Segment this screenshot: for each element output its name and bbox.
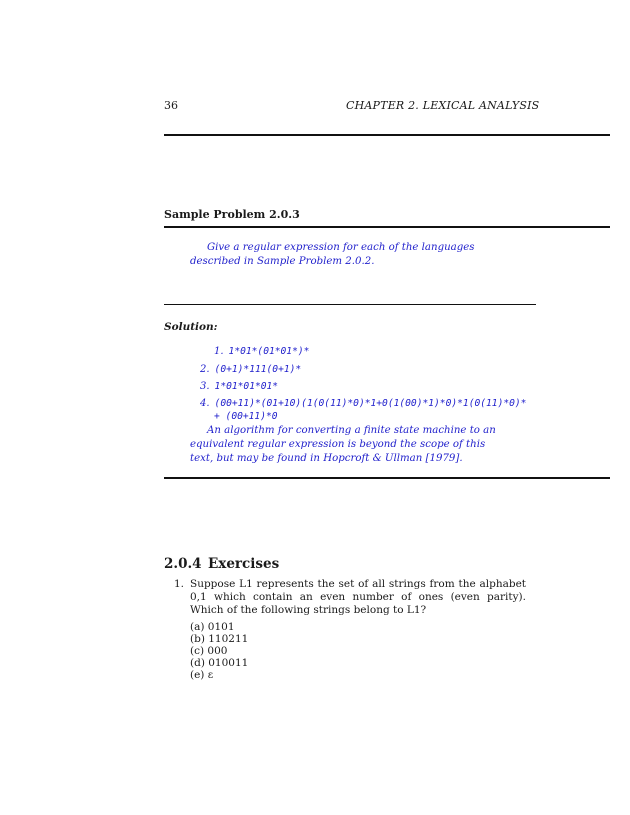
exercise-option: (c) 000 <box>190 645 228 657</box>
page-number: 36 <box>164 99 178 112</box>
answer-number: 3. <box>200 381 210 392</box>
exercise-option: (e) ε <box>190 669 214 681</box>
section-number: 2.0.4 <box>164 556 202 572</box>
sample-problem-title: Sample Problem 2.0.3 <box>164 208 300 221</box>
section-name: Exercises <box>208 556 280 572</box>
answer-number: 1. <box>214 346 224 357</box>
answer-item <box>214 346 309 357</box>
exercise-option: (b) 110211 <box>190 633 249 645</box>
exercise-option: (a) 0101 <box>190 621 235 633</box>
answer-expression: 1*01*01*01* <box>214 381 279 392</box>
answer-expression: 1*01*(01*01*)* <box>228 346 310 357</box>
sample-problem-prompt: Give a regular expression for each of the languages described in Sample Problem 2.0.2. <box>190 242 475 267</box>
exercise-text: Suppose L1 represents the set of all strings from the alphabet 0,1 which contain an even number of ones (even parity). Which of the following strings belong to L1? <box>190 578 526 616</box>
section-title <box>164 556 279 572</box>
sample-problem-mid-rule <box>164 304 536 305</box>
answer-expression: (0+1)*111(0+1)* <box>214 364 302 375</box>
answer-number: 4. <box>200 398 210 409</box>
header-rule <box>164 134 610 136</box>
answer-item <box>200 381 278 392</box>
sample-problem-bottom-rule <box>164 477 610 479</box>
answer-item <box>200 364 301 375</box>
solution-label: Solution: <box>164 321 218 333</box>
sample-problem-top-rule <box>164 226 610 228</box>
answer-4-continuation: + (00+11)*0 <box>214 411 278 422</box>
answer-number: 2. <box>200 364 210 375</box>
exercise-number: 1. <box>174 578 185 590</box>
answer-item <box>200 398 526 409</box>
answer-expression: (00+11)*(01+10)(1(0(11)*0)*1+0(1(00)*1)*0)*1(0(11)*0)* <box>214 398 527 409</box>
solution-note: An algorithm for converting a finite state machine to an equivalent regular expression is beyond the scope of this text, but may be found in Hopcroft & Ullman [1979]. <box>190 425 496 464</box>
chapter-heading: CHAPTER 2. LEXICAL ANALYSIS <box>346 99 540 112</box>
exercise-option: (d) 010011 <box>190 657 249 669</box>
